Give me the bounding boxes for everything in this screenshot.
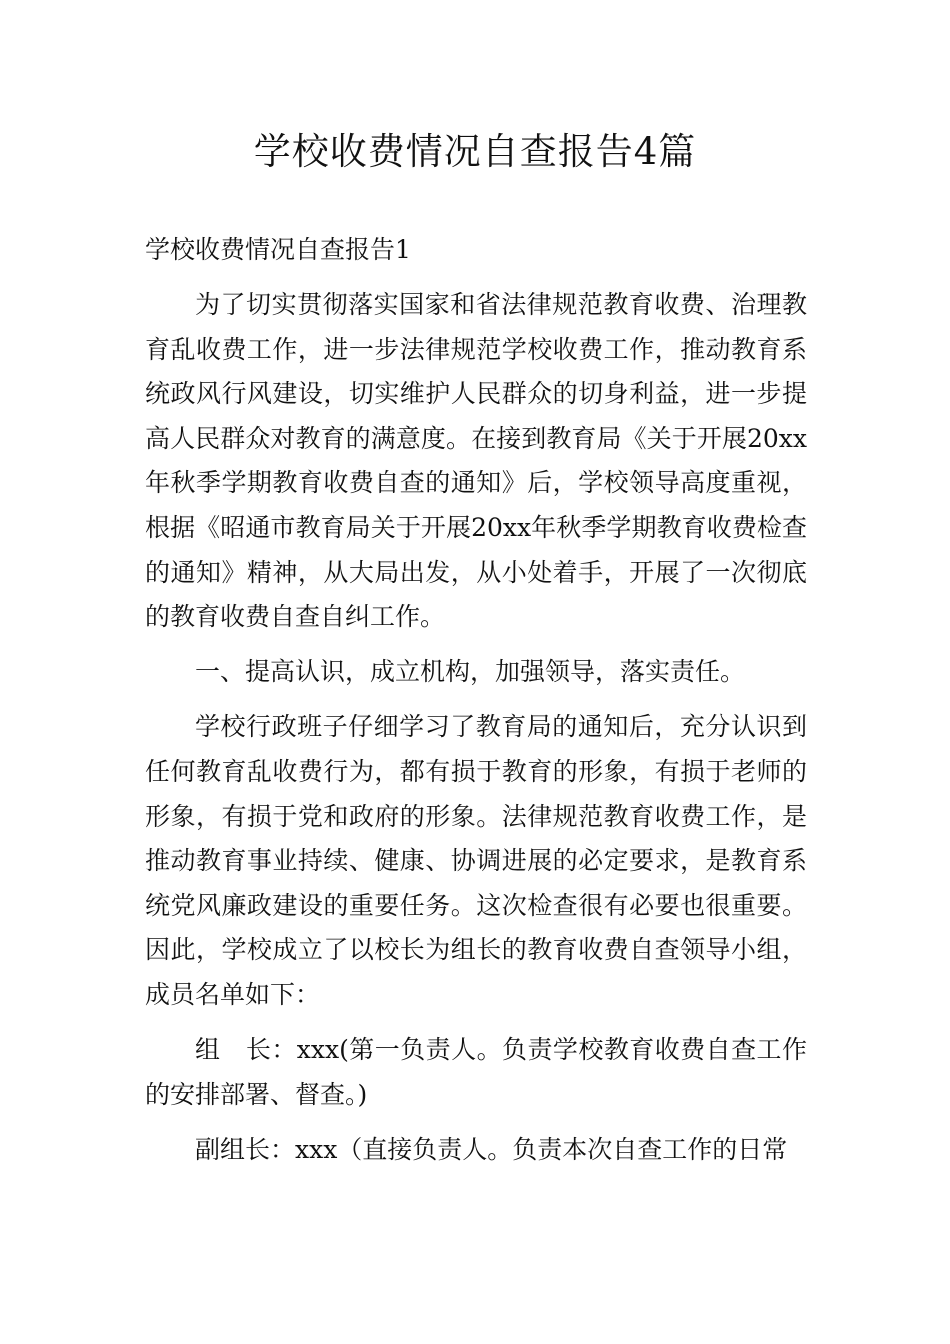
document-body <box>145 228 807 1183</box>
body-paragraph: 组 长：xxx(第一负责人。负责学校教育收费自查工作的安排部署、督查。) <box>145 1035 807 1109</box>
report-subtitle: 学校收费情况自查报告1 <box>145 235 411 264</box>
section-heading: 一、提高认识，成立机构，加强领导，落实责任。 <box>195 657 746 687</box>
body-paragraph: 副组长：xxx（直接负责人。负责本次自查工作的日常 <box>195 1134 788 1164</box>
body-paragraph: 为了切实贯彻落实国家和省法律规范教育收费、治理教育乱收费工作，进一步法律规范学校收费工作，推动教育系统政风行风建设，切实维护人民群众的切身利益，进一步提高人民群众对教育的满意度。在接到教育局《关于开展20xx年秋季学期教育收费自查的通知》后，学校领导高度重视，根据《昭通市教育局关于开展20xx年秋季学期教育收费检查的通知》精神，从大局出发，从小处着手，开展了一次彻底的教育收费自查自纠工作。 <box>145 290 807 632</box>
document-title: 学校收费情况自查报告4篇 <box>253 130 697 173</box>
body-paragraph: 学校行政班子仔细学习了教育局的通知后，充分认识到任何教育乱收费行为，都有损于教育的形象，有损于老师的形象，有损于党和政府的形象。法律规范教育收费工作，是推动教育事业持续、健康、协调进展的必定要求，是教育系统党风廉政建设的重要任务。这次检查很有必要也很重要。因此，学校成立了以校长为组长的教育收费自查领导小组，成员名单如下： <box>145 712 807 1009</box>
